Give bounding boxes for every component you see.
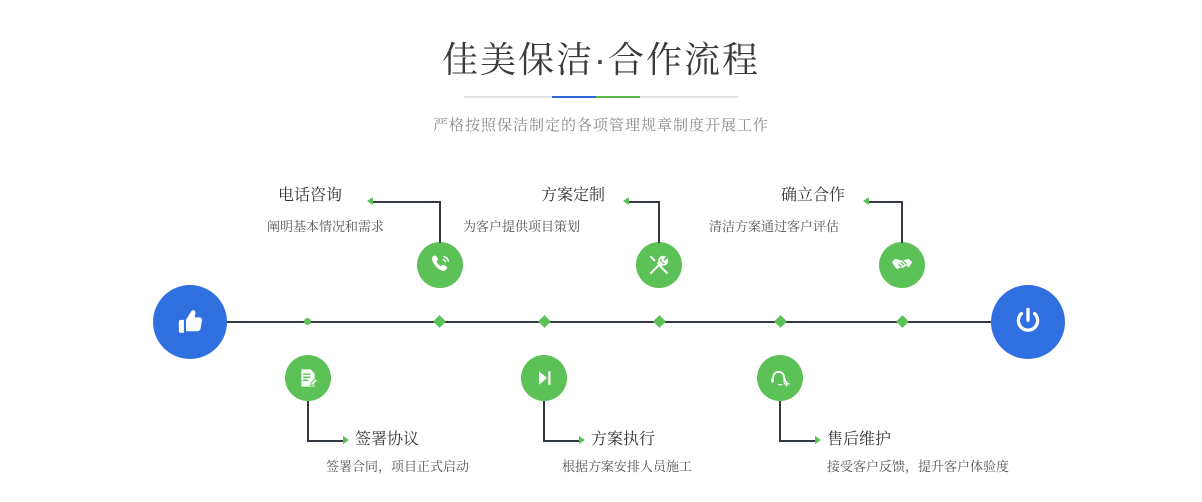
divider-segment-green xyxy=(596,96,640,98)
connector-5-vertical xyxy=(901,201,903,243)
power-icon xyxy=(1010,304,1046,340)
axis-marker-3 xyxy=(653,315,666,328)
connector-3-vertical xyxy=(658,201,660,243)
step-desc-wrap-1 xyxy=(253,213,398,237)
connector-3-arrow xyxy=(623,197,629,205)
step-desc-1: 阐明基本情况和需求 xyxy=(266,219,384,234)
axis-marker-5 xyxy=(896,315,909,328)
step-desc-5: 清洁方案通过客户评估 xyxy=(709,219,840,234)
connector-5-arrow xyxy=(863,197,869,205)
step-label-2 xyxy=(355,430,419,450)
step-desc-3: 为客户提供项目策划 xyxy=(463,219,581,234)
handshake-icon xyxy=(889,252,915,278)
end-node xyxy=(991,285,1065,359)
step-title-2: 签署协议 xyxy=(355,431,420,448)
step-label-1 xyxy=(255,186,365,206)
axis-marker-1 xyxy=(433,315,446,328)
step-desc-4: 根据方案安排人员施工 xyxy=(562,459,693,474)
step-desc-2: 签署合同，项目正式启动 xyxy=(326,459,470,474)
step-desc-6: 接受客户反馈，提升客户体验度 xyxy=(827,459,1010,474)
step-label-5 xyxy=(781,186,845,206)
step-node-2[interactable] xyxy=(285,355,331,401)
step-desc-wrap-3 xyxy=(463,213,580,237)
step-desc-wrap-6 xyxy=(827,453,1009,477)
step-title-1: 电话咨询 xyxy=(277,187,342,204)
step-title-3: 方案定制 xyxy=(541,187,606,204)
support-agent-add-icon xyxy=(768,366,792,390)
connector-4-vertical xyxy=(543,401,545,441)
step-label-3 xyxy=(541,186,605,206)
step-label-4 xyxy=(591,430,655,450)
connector-6-horizontal xyxy=(779,440,815,442)
connector-6-arrow xyxy=(815,436,821,444)
step-desc-wrap-5 xyxy=(709,213,839,237)
step-desc-wrap-2 xyxy=(326,453,469,477)
connector-1-vertical xyxy=(439,201,441,243)
step-node-5[interactable] xyxy=(879,242,925,288)
axis-marker-2 xyxy=(304,318,311,325)
step-title-5: 确立合作 xyxy=(781,187,846,204)
axis-marker-6 xyxy=(774,315,787,328)
connector-3-horizontal xyxy=(629,201,659,203)
connector-4-arrow xyxy=(579,436,585,444)
page-subtitle: 严格按照保洁制定的各项管理规章制度开展工作 xyxy=(432,117,769,134)
step-node-1[interactable] xyxy=(417,242,463,288)
step-node-4[interactable] xyxy=(521,355,567,401)
step-desc-wrap-4 xyxy=(562,453,692,477)
start-node xyxy=(153,285,227,359)
step-node-3[interactable] xyxy=(636,242,682,288)
connector-2-horizontal xyxy=(307,440,343,442)
page-title: 佳美保洁·合作流程 xyxy=(442,39,760,80)
connector-2-vertical xyxy=(307,401,309,441)
title-divider xyxy=(464,96,738,98)
connector-1-arrow xyxy=(367,197,373,205)
step-title-4: 方案执行 xyxy=(591,431,656,448)
thumbs-up-icon xyxy=(173,305,207,339)
tools-icon xyxy=(646,252,672,278)
connector-6-vertical xyxy=(779,401,781,441)
step-node-6[interactable] xyxy=(757,355,803,401)
divider-segment-blue xyxy=(552,96,596,98)
axis-marker-4 xyxy=(538,315,551,328)
phone-call-icon xyxy=(427,252,453,278)
contract-edit-icon xyxy=(296,366,320,390)
connector-4-horizontal xyxy=(543,440,579,442)
timeline-axis xyxy=(160,321,1042,323)
step-label-6 xyxy=(827,430,891,450)
connector-5-horizontal xyxy=(869,201,902,203)
connector-1-horizontal xyxy=(373,201,439,203)
play-step-icon xyxy=(532,366,556,390)
step-title-6: 售后维护 xyxy=(827,431,892,448)
header xyxy=(0,0,1202,135)
connector-2-arrow xyxy=(343,436,349,444)
